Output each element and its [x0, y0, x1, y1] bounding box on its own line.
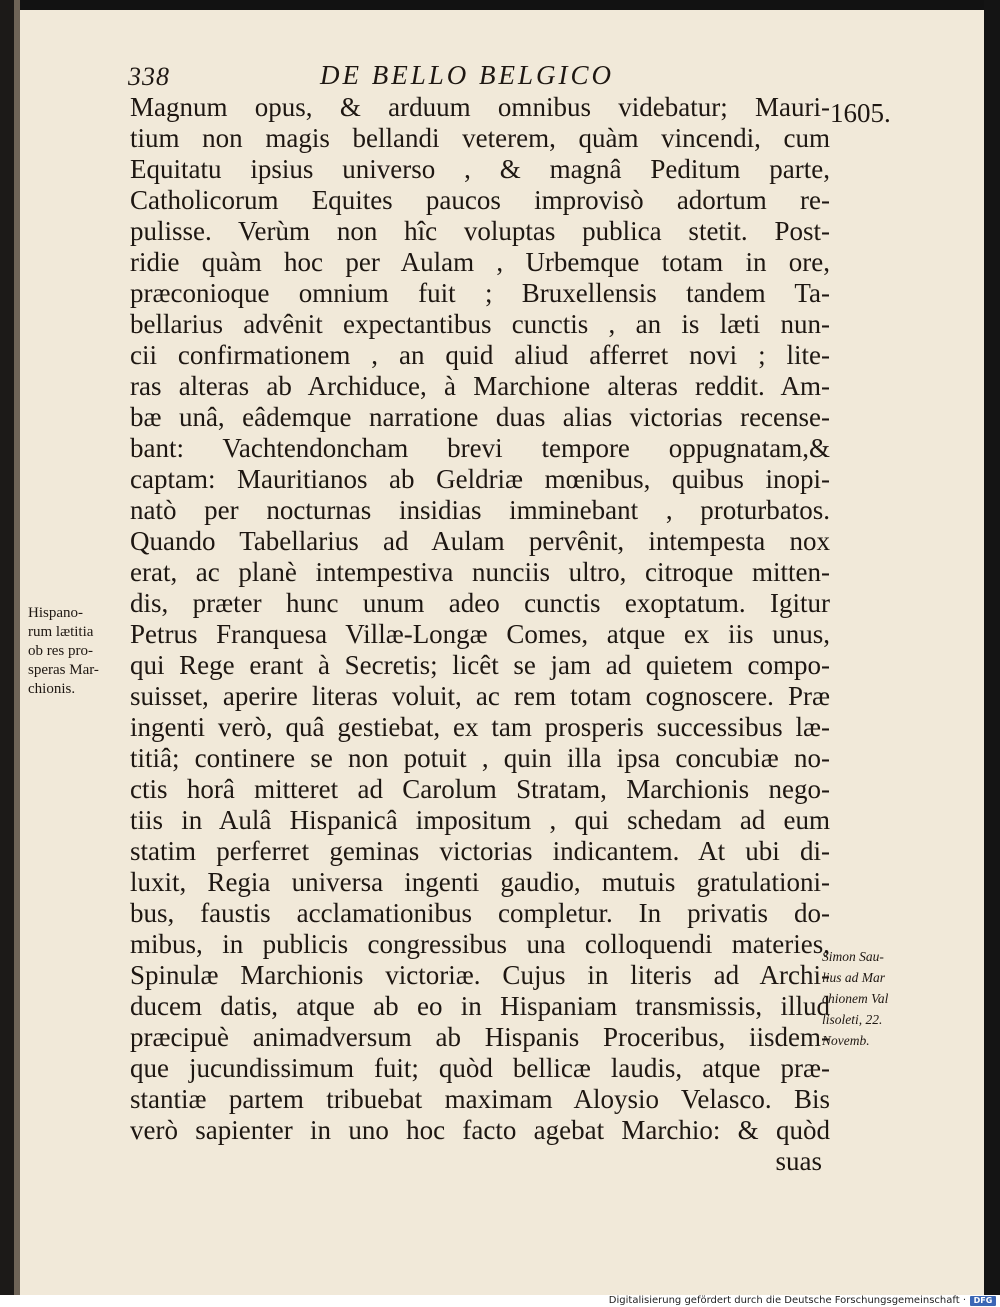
text-line: Quando Tabellarius ad Aulam pervênit, intempesta nox	[130, 526, 830, 556]
margin-note-line: ob res pro-	[28, 643, 93, 659]
page-gutter-shadow	[14, 0, 20, 1295]
body-text	[130, 92, 830, 1177]
text-line: erat, ac planè intempestiva nunciis ultro, citroque mitten-	[130, 557, 830, 587]
text-line: bellarius advênit expectantibus cunctis , an is læti nun-	[130, 309, 830, 339]
text-line: Catholicorum Equites paucos improvisò adortum re-	[130, 185, 830, 215]
text-line: Magnum opus, & arduum omnibus videbatur; Mauri-	[130, 92, 830, 122]
text-line: qui Rege erant à Secretis; licêt se jam ad quietem compo-	[130, 650, 830, 680]
year-marker: 1605.	[830, 98, 891, 128]
scan-border-top	[0, 0, 1000, 10]
text-line: ingenti verò, quâ gestiebat, ex tam prosperis successibus læ-	[130, 712, 830, 742]
margin-note-line: Novemb.	[822, 1033, 870, 1048]
text-line: dis, præter hunc unum adeo cunctis exoptatum. Igitur	[130, 588, 830, 618]
scan-border-right	[984, 0, 1000, 1295]
text-line: luxit, Regia universa ingenti gaudio, mutuis gratulationi-	[130, 867, 830, 897]
running-title: DE BELLO BELGICO	[320, 60, 615, 90]
margin-note-line: lius ad Mar	[822, 970, 886, 985]
text-line: stantiæ partem tribuebat maximam Aloysio Velasco. Bis	[130, 1084, 830, 1114]
margin-note-line: chionem Val	[822, 991, 889, 1006]
catchword: suas	[775, 1146, 822, 1176]
text-line: Equitatu ipsius universo , & magnâ Peditum parte,	[130, 154, 830, 184]
text-line: pulisse. Verùm non hîc voluptas publica stetit. Post-	[130, 216, 830, 246]
text-line: captam: Mauritianos ab Geldriæ mœnibus, quibus inopi-	[130, 464, 830, 494]
text-line: ctis horâ mitteret ad Carolum Stratam, Marchionis nego-	[130, 774, 830, 804]
margin-note-line: rum lætitia	[28, 624, 94, 640]
margin-note-line: speras Mar-	[28, 662, 99, 678]
text-line: ridie quàm hoc per Aulam , Urbemque totam in ore,	[130, 247, 830, 277]
margin-note-right	[822, 946, 932, 1051]
text-line: bant: Vachtendoncham brevi tempore oppugnatam,&	[130, 433, 830, 463]
text-line: mibus, in publicis congressibus una colloquendi materies,	[130, 929, 830, 959]
text-line: suisset, aperire literas voluit, ac rem totam cognoscere. Præ	[130, 681, 830, 711]
text-line: statim perferret geminas victorias indicantem. At ubi di-	[130, 836, 830, 866]
text-line: que jucundissimum fuit; quòd bellicæ laudis, atque præ-	[130, 1053, 830, 1083]
dfg-logo: DFG	[970, 1296, 996, 1306]
text-line: Spinulæ Marchionis victoriæ. Cujus in literis ad Archi-	[130, 960, 830, 990]
margin-note-line: Hispano-	[28, 605, 83, 621]
scan-border-left	[0, 0, 14, 1295]
text-line: tiis in Aulâ Hispanicâ impositum , qui schedam ad eum	[130, 805, 830, 835]
page-number: 338	[128, 62, 170, 91]
margin-note-line: Simon Sau-	[822, 949, 884, 964]
margin-note-left	[28, 604, 128, 699]
text-line: bus, faustis acclamationibus completur. In privatis do-	[130, 898, 830, 928]
text-line: tium non magis bellandi veterem, quàm vincendi, cum	[130, 123, 830, 153]
margin-note-line: chionis.	[28, 681, 76, 697]
text-line: bæ unâ, eâdemque narratione duas alias victorias recense-	[130, 402, 830, 432]
funding-notice: Digitalisierung gefördert durch die Deutsche Forschungsgemeinschaft ·	[608, 1295, 966, 1306]
text-line: Petrus Franquesa Villæ-Longæ Comes, atque ex iis unus,	[130, 619, 830, 649]
text-line: præconioque omnium fuit ; Bruxellensis tandem Ta-	[130, 278, 830, 308]
text-line: cii confirmationem , an quid aliud afferret novi ; lite-	[130, 340, 830, 370]
margin-note-line: lisoleti, 22.	[822, 1012, 883, 1027]
text-line: natò per nocturnas insidias imminebant , proturbatos.	[130, 495, 830, 525]
text-line: titiâ; continere se non potuit , quin illa ipsa concubiæ no-	[130, 743, 830, 773]
text-line: ras alteras ab Archiduce, à Marchione alteras reddit. Am-	[130, 371, 830, 401]
text-line: ducem datis, atque ab eo in Hispaniam transmissis, illud	[130, 991, 830, 1021]
text-line: præcipuè animadversum ab Hispanis Proceribus, iisdem-	[130, 1022, 830, 1052]
text-line: verò sapienter in uno hoc facto agebat Marchio: & quòd	[130, 1115, 830, 1145]
